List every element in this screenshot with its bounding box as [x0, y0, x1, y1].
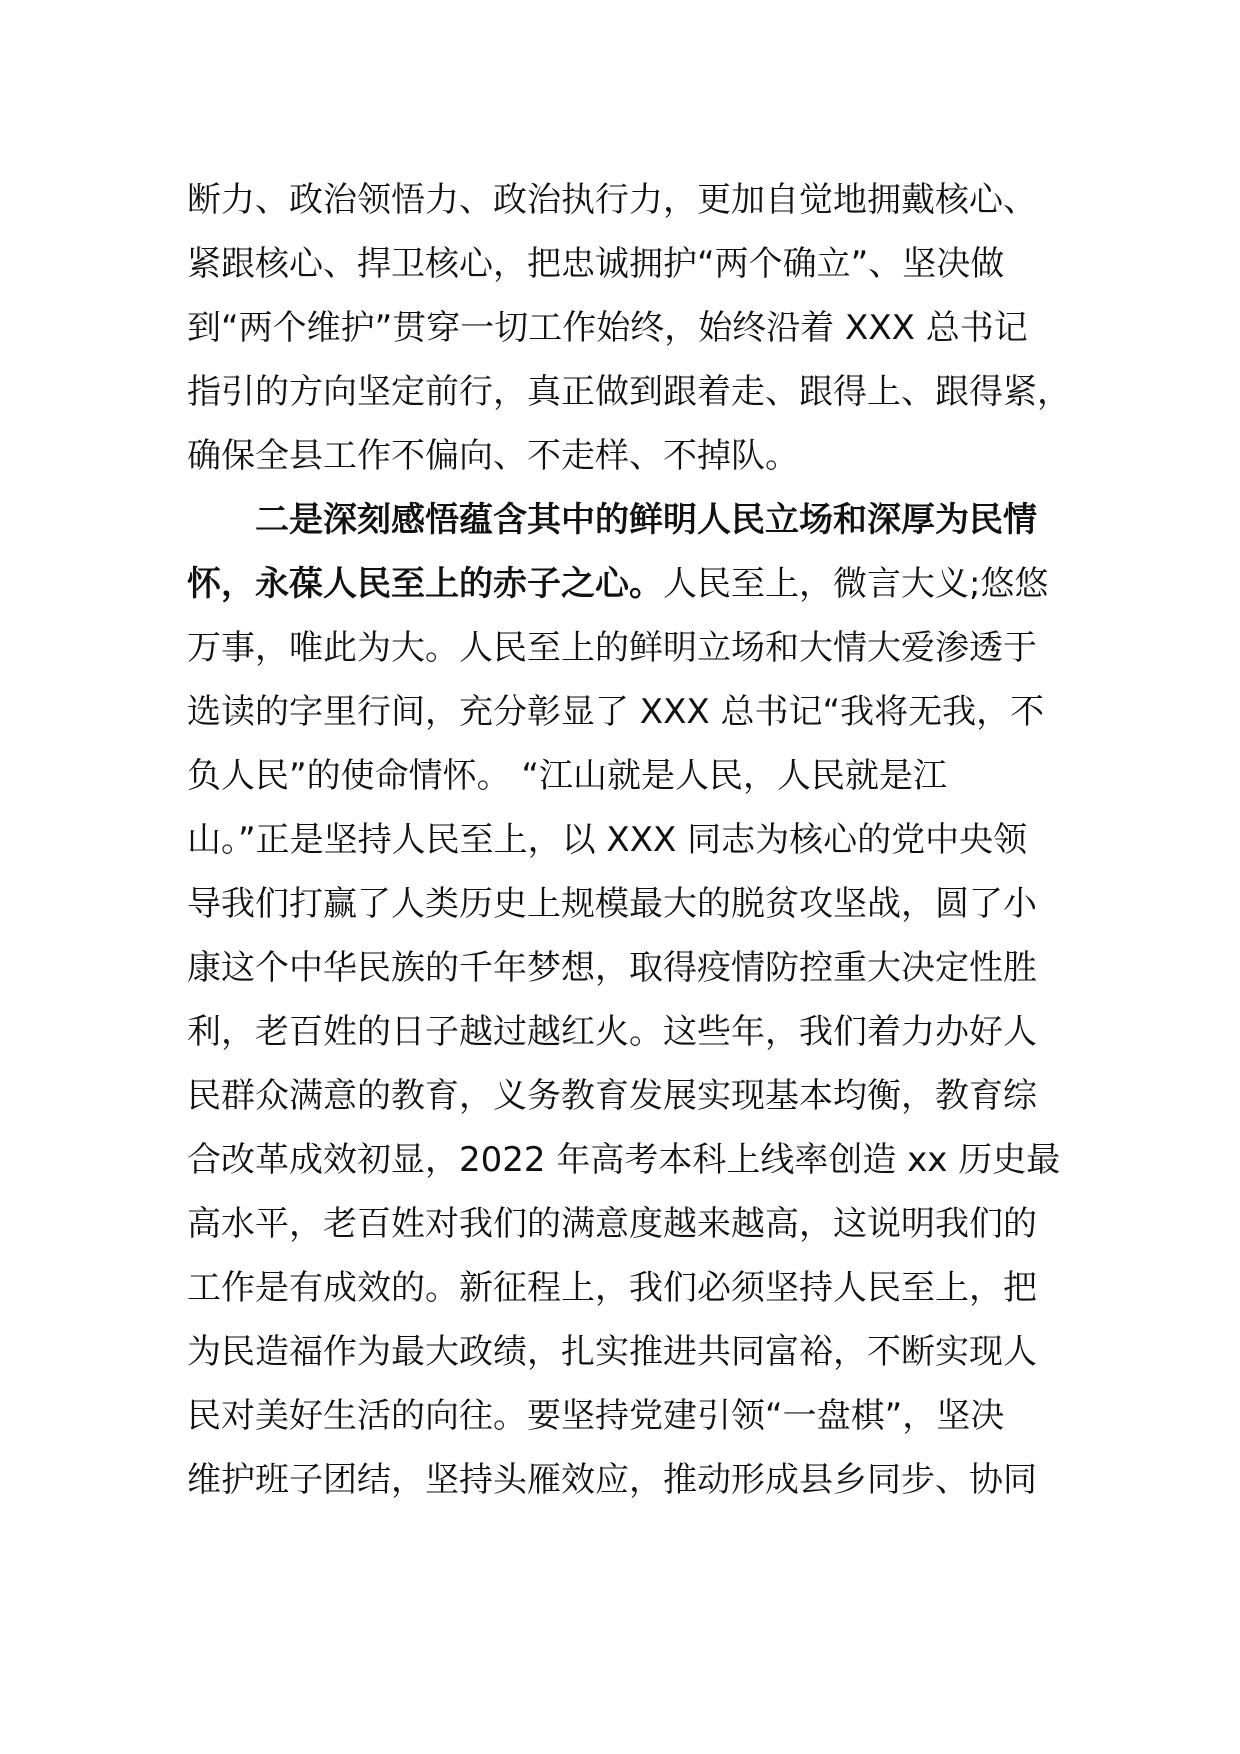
- paragraph-line: 确保全县工作不偏向、不走样、不掉队。: [187, 436, 799, 476]
- section-heading-tail: 怀，永葆人民至上的赤子之心。: [187, 564, 663, 604]
- section-heading-line: 二是深刻感悟蕴含其中的鲜明人民立场和深厚为民情: [255, 500, 1037, 540]
- paragraph-line: 民群众满意的教育，义务教育发展实现基本均衡，教育综: [187, 1076, 1037, 1116]
- paragraph-line: 负人民”的使命情怀。 “江山就是人民，人民就是江: [187, 756, 948, 796]
- paragraph-line: 民对美好生活的向往。要坚持党建引领“一盘棋”，坚决: [187, 1396, 1005, 1436]
- mixed-heading-body-line: [187, 552, 1087, 616]
- paragraph-line: 高水平，老百姓对我们的满意度越来越高，这说明我们的: [187, 1204, 1037, 1244]
- paragraph-line: 紧跟核心、捍卫核心，把忠诚拥护“两个确立”、坚决做: [187, 244, 1005, 284]
- paragraph-line: 选读的字里行间，充分彰显了 XXX 总书记“我将无我，不: [187, 692, 1045, 732]
- paragraph-line: 万事，唯此为大。人民至上的鲜明立场和大情大爱渗透于: [187, 628, 1037, 668]
- paragraph-line: 康这个中华民族的千年梦想，取得疫情防控重大决定性胜: [187, 948, 1037, 988]
- paragraph-line: 导我们打赢了人类历史上规模最大的脱贫攻坚战，圆了小: [187, 884, 1037, 924]
- paragraph-line-tail: 人民至上，微言大义;悠悠: [663, 564, 1049, 604]
- paragraph-line: 断力、政治领悟力、政治执行力，更加自觉地拥戴核心、: [187, 180, 1037, 220]
- paragraph-line: 指引的方向坚定前行，真正做到跟着走、跟得上、跟得紧，: [187, 372, 1071, 412]
- paragraph-line: 合改革成效初显，2022 年高考本科上线率创造 xx 历史最: [187, 1140, 1061, 1180]
- paragraph-line: 维护班子团结，坚持头雁效应，推动形成县乡同步、协同: [187, 1460, 1037, 1500]
- paragraph-line: 为民造福作为最大政绩，扎实推进共同富裕，不断实现人: [187, 1332, 1037, 1372]
- paragraph-line: 工作是有成效的。新征程上，我们必须坚持人民至上，把: [187, 1268, 1037, 1308]
- paragraph-line: 山。”正是坚持人民至上，以 XXX 同志为核心的党中央领: [187, 820, 1028, 860]
- paragraph-line: 到“两个维护”贯穿一切工作始终，始终沿着 XXX 总书记: [187, 308, 1028, 348]
- paragraph-line: 利，老百姓的日子越过越红火。这些年，我们着力办好人: [187, 1012, 1037, 1052]
